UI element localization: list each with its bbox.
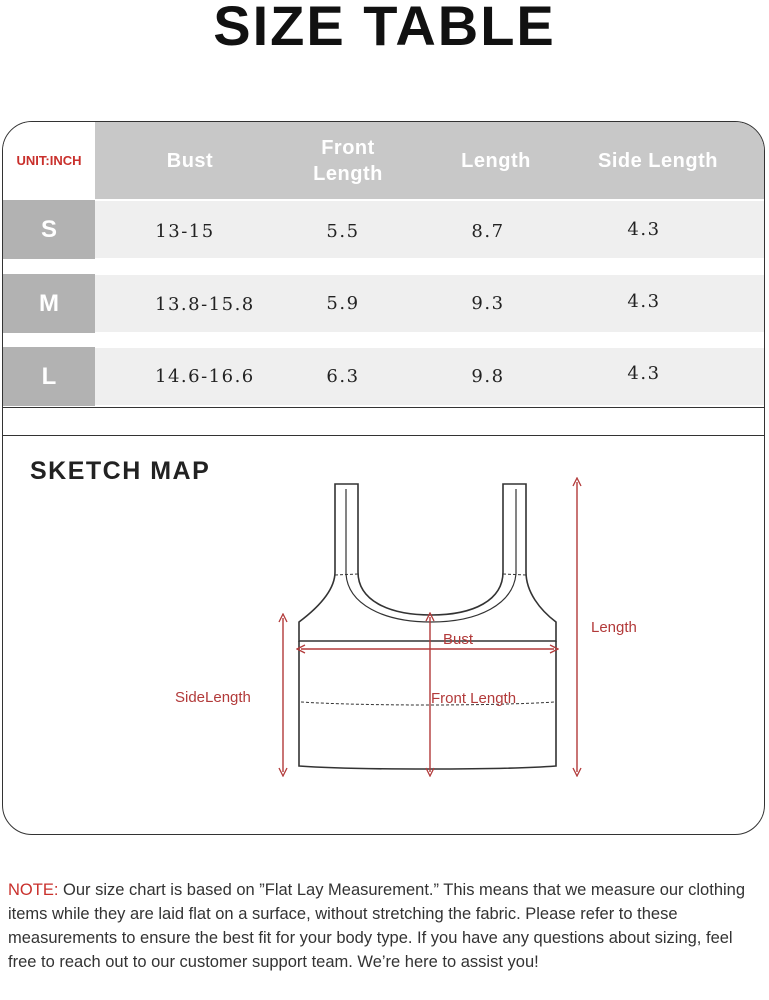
header-bust: Bust (166, 149, 214, 172)
unit-label: UNIT:INCH (16, 153, 82, 168)
size-label-s: S (3, 200, 95, 259)
size-label-m: M (3, 274, 95, 333)
header-length: Length (461, 149, 531, 172)
note-text: Our size chart is based on ”Flat Lay Measurement.” This means that we measure our clothing items while they are laid flat on a surface, without stretching the fabric. Please refer to these measurements to ensure the best fit for your body type. If you have any questions about sizing, feel free to reach out to our customer support team. We’re here to assist you! (8, 881, 746, 971)
note-paragraph (8, 878, 760, 974)
measurement-arrows (283, 482, 577, 772)
cell-side-length: 4.3 (627, 219, 661, 240)
cell-front-length: 5.5 (326, 221, 360, 242)
cell-length: 9.3 (471, 293, 505, 314)
size-table-card (2, 121, 765, 835)
label-bust: Bust (443, 631, 474, 648)
sketch-map-title: SKETCH MAP (30, 457, 211, 485)
note-label: NOTE: (8, 881, 59, 899)
cell-front-length: 5.9 (326, 293, 360, 314)
cell-length: 8.7 (471, 221, 505, 242)
cell-bust: 14.6-16.6 (155, 366, 255, 387)
crop-top-outline (299, 484, 556, 769)
header-side-length: Side Length (598, 149, 718, 172)
cell-bust: 13-15 (155, 221, 215, 242)
cell-side-length: 4.3 (627, 363, 661, 384)
page-title: SIZE TABLE (213, 0, 556, 57)
sketch-map-diagram (3, 122, 765, 835)
label-length: Length (591, 619, 637, 636)
cell-bust: 13.8-15.8 (155, 294, 255, 315)
cell-front-length: 6.3 (326, 366, 360, 387)
label-front-length: Front Length (431, 690, 517, 707)
label-side-length: SideLength (175, 689, 251, 706)
size-label-l: L (3, 347, 95, 406)
header-front-length-text: Front Length (313, 136, 383, 185)
cell-length: 9.8 (471, 366, 505, 387)
cell-side-length: 4.3 (627, 291, 661, 312)
